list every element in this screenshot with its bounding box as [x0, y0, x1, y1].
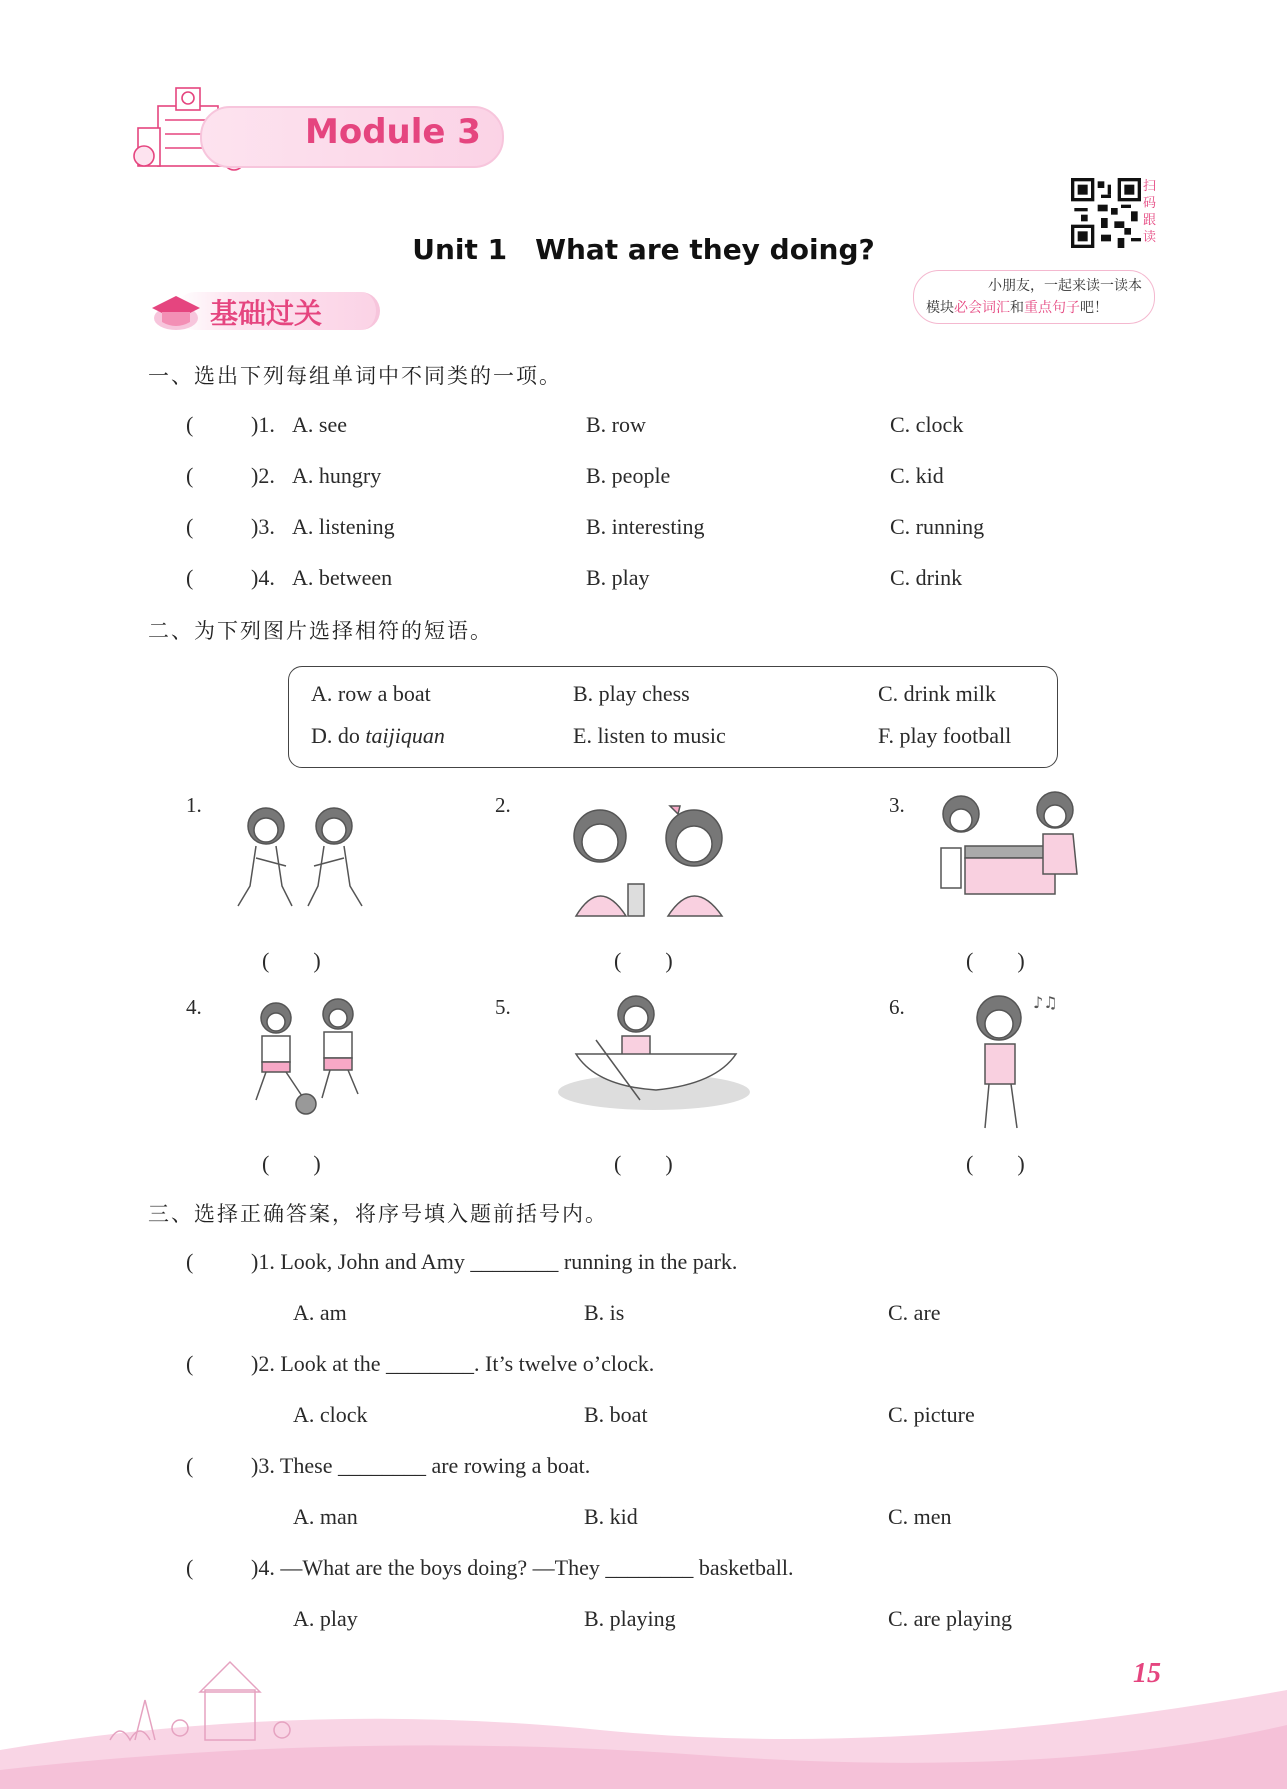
option-f: F. play football	[878, 723, 1012, 748]
option-e: E. listen to music	[573, 723, 726, 748]
reading-tip-bubble: 小朋友，一起来读一读本 模块必会词汇和重点句子吧！	[913, 270, 1155, 324]
question-options: A. clock B. boat C. picture	[293, 1402, 975, 1427]
part1-item: ( )4. A. between B. play C. drink	[186, 565, 963, 590]
section-banner	[148, 288, 378, 334]
picture-number: 4.	[186, 995, 202, 1019]
section-title: 基础过关	[210, 297, 323, 330]
question-options: A. am B. is C. are	[293, 1300, 941, 1325]
answer-bracket[interactable]: (	[186, 1555, 194, 1580]
module-banner	[130, 98, 510, 166]
phrase-options-box	[288, 666, 1058, 768]
option-d: D. do taijiquan	[311, 723, 445, 748]
answer-bracket[interactable]: (	[186, 1351, 194, 1376]
page-number: 15	[1133, 1658, 1161, 1689]
question-stem: ( )2. Look at the ________. It’s twelve o’clock.	[186, 1351, 655, 1376]
svg-text:♪♫: ♪♫	[1033, 993, 1058, 1012]
question-stem: ( )1. Look, John and Amy ________ running in the park.	[186, 1249, 738, 1274]
part2-heading: 二、为下列图片选择相符的短语。	[148, 619, 493, 643]
footer-wave-decoration	[0, 1600, 1287, 1789]
playing-football-illustration	[226, 994, 384, 1120]
answer-bracket[interactable]: ( )	[262, 948, 321, 973]
qr-code-icon[interactable]	[1071, 178, 1141, 248]
part3-heading: 三、选择正确答案，将序号填入题前括号内。	[148, 1202, 608, 1226]
playing-chess-illustration	[935, 784, 1085, 914]
option-a: A. row a boat	[311, 681, 431, 706]
drinking-milk-illustration	[552, 796, 742, 922]
answer-bracket[interactable]: ( )	[966, 948, 1025, 973]
question-stem: ( )3. These ________ are rowing a boat.	[186, 1453, 591, 1478]
part1-item: ( )3. A. listening B. interesting C. running	[186, 514, 985, 539]
qr-caption: 扫 码 跟 读	[1143, 179, 1157, 245]
picture-number: 3.	[889, 793, 905, 817]
question-options: A. play B. playing C. are playing	[293, 1606, 1013, 1631]
answer-bracket[interactable]: ( )	[614, 1151, 673, 1176]
question-stem: ( )4. —What are the boys doing? —They ________ basketball.	[186, 1555, 794, 1580]
picture-number: 1.	[186, 793, 202, 817]
answer-bracket[interactable]: ( )	[966, 1151, 1025, 1176]
option-c: C. drink milk	[878, 681, 996, 706]
answer-bracket[interactable]: (	[186, 565, 194, 590]
picture-number: 5.	[495, 995, 511, 1019]
question-options: A. man B. kid C. men	[293, 1504, 952, 1529]
answer-bracket[interactable]: (	[186, 1453, 194, 1478]
graduation-cap-icon	[148, 288, 204, 334]
option-b: B. play chess	[573, 681, 690, 706]
answer-bracket[interactable]: (	[186, 1249, 194, 1274]
answer-bracket[interactable]: (	[186, 463, 194, 488]
answer-bracket[interactable]: (	[186, 514, 194, 539]
answer-bracket[interactable]: ( )	[262, 1151, 321, 1176]
listening-music-illustration	[955, 988, 1070, 1136]
picture-number: 6.	[889, 995, 905, 1019]
answer-bracket[interactable]: (	[186, 412, 194, 437]
answer-bracket[interactable]: ( )	[614, 948, 673, 973]
rowing-boat-illustration	[556, 990, 752, 1120]
unit-title: Unit 1 What are they doing?	[412, 233, 875, 266]
picture-number: 2.	[495, 793, 511, 817]
part1-item: ( )2. A. hungry B. people C. kid	[186, 463, 944, 488]
part1-item: ( )1. A. see B. row C. clock	[186, 412, 964, 437]
part1-heading: 一、选出下列每组单词中不同类的一项。	[148, 364, 562, 388]
taijiquan-boys-illustration	[226, 798, 376, 918]
module-title: Module 3	[305, 112, 481, 152]
